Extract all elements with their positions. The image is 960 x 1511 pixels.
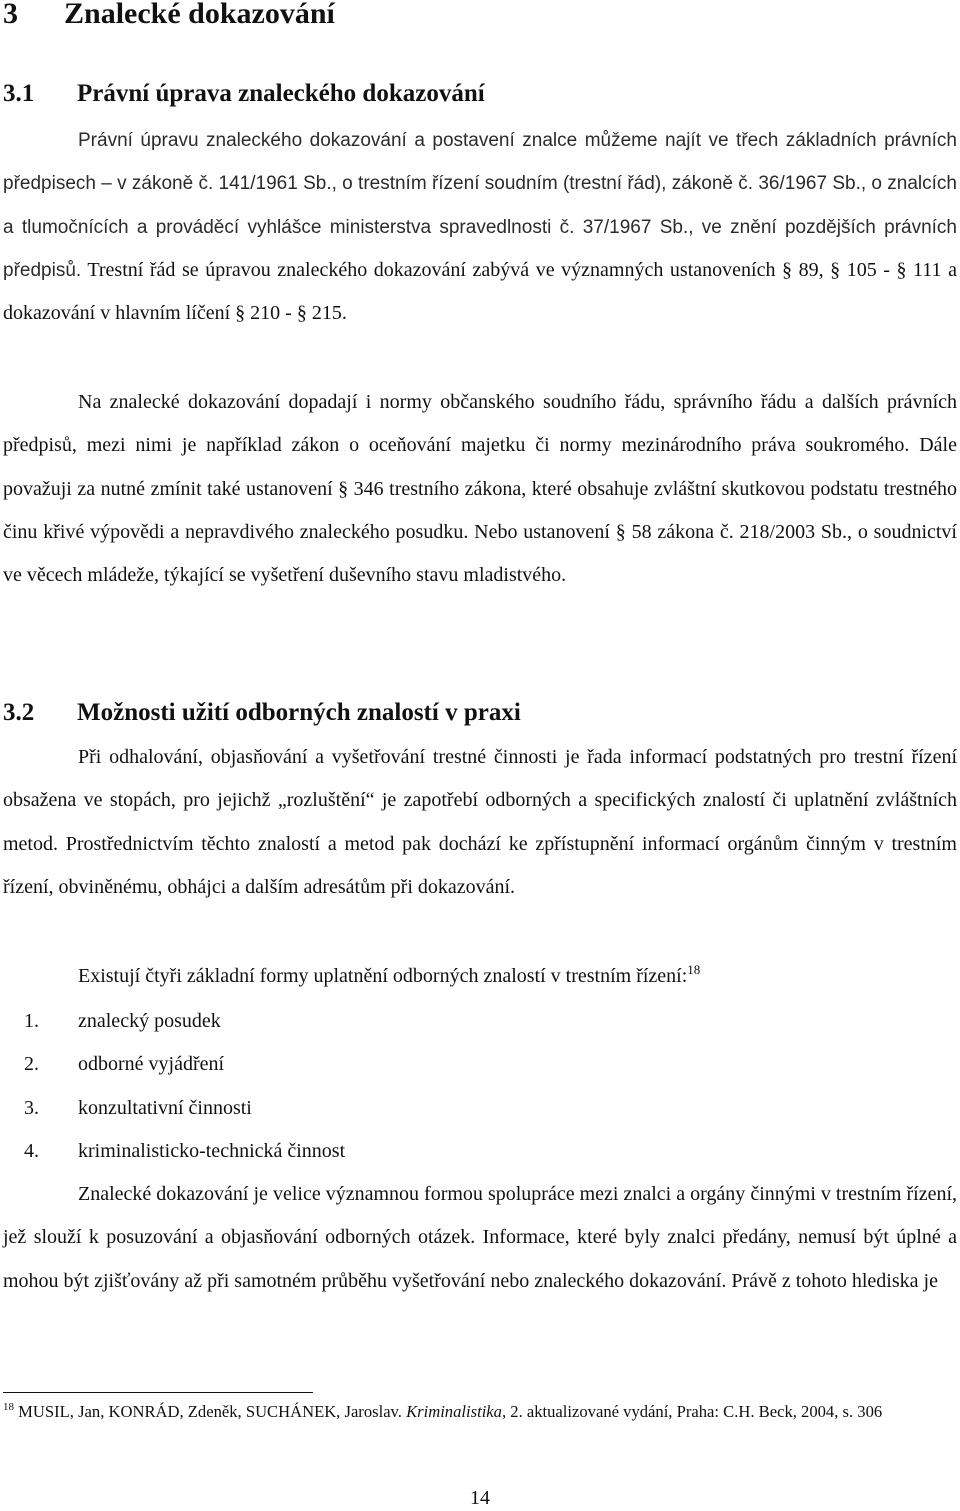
list-item-number: 1.	[24, 1010, 39, 1032]
section-number: 3.1	[3, 80, 35, 107]
section-title: Možnosti užití odborných znalostí v praxi	[77, 699, 521, 726]
paragraph-expert-knowledge: Při odhalování, objasňování a vyšetřování trestné činnosti je řada informací podstatných pro trestní řízení obsažena ve stopách, pro jejichž „rozluštění“ je zapotřebí odborných a specifických znalostí či uplatnění zvláštních metod. Prostřednictvím těchto znalostí a metod pak dochází ke zpřístupnění informací orgánům činným v trestním řízení, obviněnému, obhájci a dalším adresátům při dokazování.	[3, 746, 957, 898]
forms-list	[3, 1000, 345, 1173]
list-item-text: konzultativní činnosti	[78, 1096, 252, 1119]
list-item-text: odborné vyjádření	[78, 1053, 225, 1076]
footnote-details: , 2. aktualizované vydání, Praha: C.H. Beck, 2004, s. 306	[501, 1402, 883, 1421]
footnote-number: 18	[3, 1401, 14, 1413]
list-item	[3, 1130, 345, 1173]
list-item-text: kriminalisticko-technická činnost	[78, 1139, 346, 1162]
section-heading-3-1	[3, 76, 485, 112]
footnote	[3, 1400, 958, 1424]
chapter-heading	[3, 0, 335, 40]
page-number: 14	[470, 1487, 490, 1509]
section-title: Právní úprava znaleckého dokazování	[77, 80, 485, 107]
footnote-separator	[3, 1392, 313, 1393]
list-item	[3, 1087, 345, 1130]
paragraph-cooperation: Znalecké dokazování je velice významnou formou spolupráce mezi znalci a orgány činnými v trestním řízení, jež slouží k posuzování a objasňování odborných otázek. Informace, které byly znalci předány, nemusí být úplné a mohou být zjišťovány až při samotném průběhu vyšetřování nebo znaleckého dokazování. Právě z tohoto hlediska je	[3, 1183, 957, 1292]
list-item-text: znalecký posudek	[78, 1010, 221, 1032]
list-item	[3, 1000, 345, 1043]
list-intro-text: Existují čtyři základní formy uplatnění odborných znalostí v trestním řízení:	[78, 965, 688, 987]
chapter-title: Znalecké dokazování	[64, 0, 335, 30]
paragraph-legal-framework	[3, 119, 957, 335]
paragraph-text-part: Právní úpravu znaleckého dokazování a postavení znalce můžeme najít ve třech základních právních předpisech – v zákoně č. 141/1961 Sb., o trestním řízení soudním (trestní řád), zákoně č. 36/1967 Sb., o znalcích a tlumočnících a prováděcí vyhlášce ministerstva spravedlnosti č. 37/1967 Sb., ve znění pozdějších právních předpisů.	[3, 130, 957, 281]
list-item	[3, 1043, 345, 1086]
footnote-book-title: Kriminalistika	[406, 1402, 502, 1421]
chapter-number: 3	[3, 0, 18, 30]
list-intro	[78, 955, 700, 998]
list-item-number: 4.	[24, 1139, 39, 1162]
section-number: 3.2	[3, 699, 35, 726]
footnote-authors: MUSIL, Jan, KONRÁD, Zdeněk, SUCHÁNEK, Jaroslav.	[18, 1402, 407, 1421]
paragraph-text-part: Trestní řád se úpravou znaleckého dokazování zabývá ve významných ustanoveních § 89, § 105 - § 111 a dokazování v hlavním líčení § 210 - § 215.	[3, 258, 957, 325]
paragraph-other-norms: Na znalecké dokazování dopadají i normy občanského soudního řádu, správního řádu a dalších právních předpisů, mezi nimi je například zákon o oceňování majetku či normy mezinárodního práva soukromého. Dále považuji za nutné zmínit také ustanovení § 346 trestního zákona, které obsahuje zvláštní skutkovou podstatu trestného činu křivé výpovědi a nepravdivého znaleckého posudku. Nebo ustanovení § 58 zákona č. 218/2003 Sb., o soudnictví ve věcech mládeže, týkající se vyšetření duševního stavu mladistvého.	[3, 391, 957, 587]
list-item-number: 3.	[24, 1096, 39, 1119]
list-item-number: 2.	[24, 1053, 39, 1076]
section-heading-3-2	[3, 695, 521, 731]
footnote-reference[interactable]: 18	[687, 962, 701, 977]
